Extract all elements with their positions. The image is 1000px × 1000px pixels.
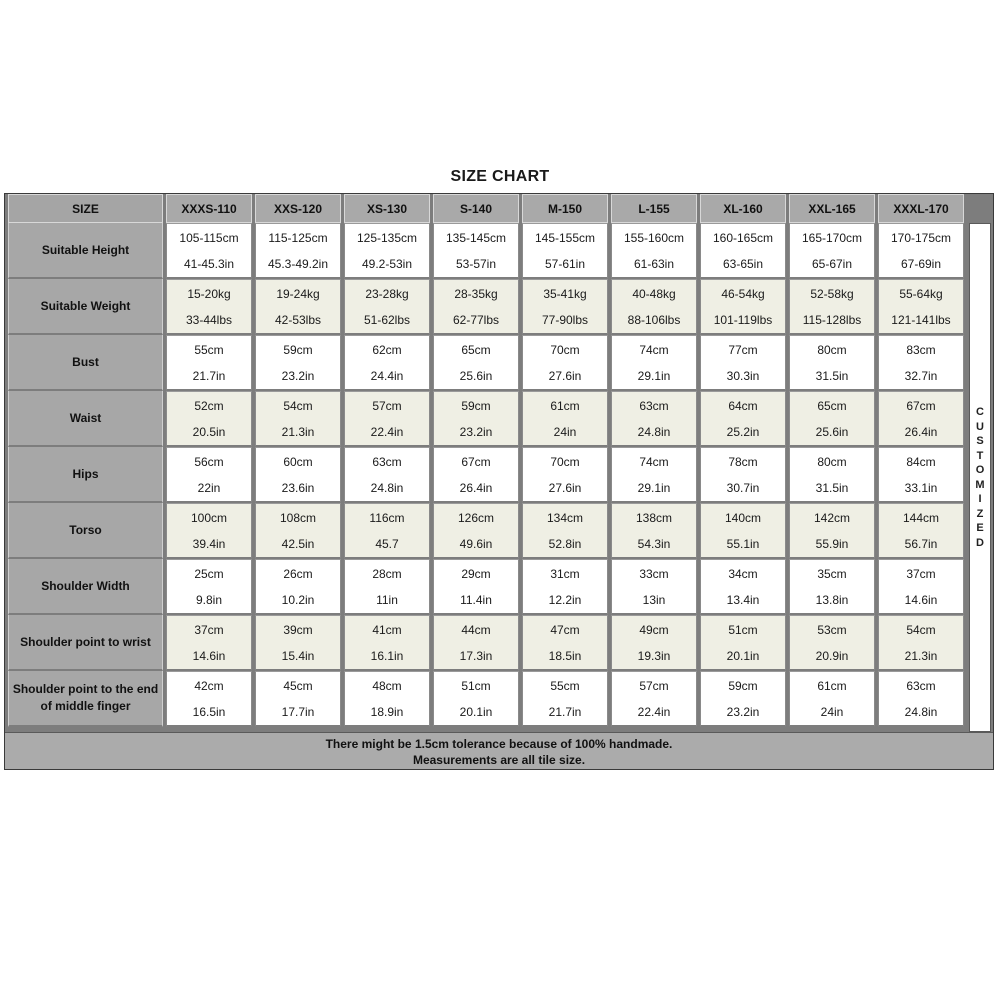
metric-cell: 116cm bbox=[344, 503, 430, 531]
footer-line-2: Measurements are all tile size. bbox=[412, 753, 586, 767]
imperial-cell: 25.6in bbox=[789, 419, 875, 447]
metric-cell: 64cm bbox=[700, 391, 786, 419]
imperial-cell: 16.1in bbox=[344, 643, 430, 671]
imperial-cell: 121-141lbs bbox=[878, 307, 964, 335]
metric-cell: 63cm bbox=[611, 391, 697, 419]
imperial-cell: 42.5in bbox=[255, 531, 341, 559]
imperial-cell: 101-119lbs bbox=[700, 307, 786, 335]
imperial-cell: 56.7in bbox=[878, 531, 964, 559]
metric-cell: 23-28kg bbox=[344, 279, 430, 307]
imperial-cell: 20.1in bbox=[700, 643, 786, 671]
imperial-cell: 14.6in bbox=[878, 587, 964, 615]
metric-cell: 100cm bbox=[166, 503, 252, 531]
imperial-cell: 67-69in bbox=[878, 251, 964, 279]
metric-cell: 70cm bbox=[522, 335, 608, 363]
metric-cell: 108cm bbox=[255, 503, 341, 531]
metric-cell: 39cm bbox=[255, 615, 341, 643]
imperial-cell: 49.2-53in bbox=[344, 251, 430, 279]
footer-line-1: There might be 1.5cm tolerance because of 100% handmade. bbox=[325, 737, 673, 751]
metric-cell: 54cm bbox=[255, 391, 341, 419]
metric-cell: 41cm bbox=[344, 615, 430, 643]
imperial-cell: 17.7in bbox=[255, 699, 341, 727]
imperial-cell: 88-106lbs bbox=[611, 307, 697, 335]
table-row bbox=[8, 279, 964, 307]
imperial-cell: 22in bbox=[166, 475, 252, 503]
imperial-cell: 77-90lbs bbox=[522, 307, 608, 335]
metric-cell: 28cm bbox=[344, 559, 430, 587]
table-row bbox=[8, 447, 964, 475]
imperial-cell: 10.2in bbox=[255, 587, 341, 615]
metric-cell: 140cm bbox=[700, 503, 786, 531]
imperial-cell: 31.5in bbox=[789, 475, 875, 503]
imperial-cell: 13.8in bbox=[789, 587, 875, 615]
imperial-cell: 32.7in bbox=[878, 363, 964, 391]
imperial-cell: 21.3in bbox=[878, 643, 964, 671]
imperial-cell: 17.3in bbox=[433, 643, 519, 671]
imperial-cell: 20.9in bbox=[789, 643, 875, 671]
metric-cell: 77cm bbox=[700, 335, 786, 363]
metric-cell: 138cm bbox=[611, 503, 697, 531]
metric-cell: 74cm bbox=[611, 335, 697, 363]
metric-cell: 42cm bbox=[166, 671, 252, 699]
imperial-cell: 49.6in bbox=[433, 531, 519, 559]
table-row bbox=[8, 559, 964, 587]
metric-cell: 35cm bbox=[789, 559, 875, 587]
metric-cell: 57cm bbox=[611, 671, 697, 699]
metric-cell: 78cm bbox=[700, 447, 786, 475]
imperial-cell: 24.4in bbox=[344, 363, 430, 391]
metric-cell: 59cm bbox=[700, 671, 786, 699]
table-body bbox=[8, 223, 964, 727]
imperial-cell: 55.1in bbox=[700, 531, 786, 559]
metric-cell: 62cm bbox=[344, 335, 430, 363]
metric-cell: 145-155cm bbox=[522, 223, 608, 251]
imperial-cell: 27.6in bbox=[522, 363, 608, 391]
imperial-cell: 29.1in bbox=[611, 363, 697, 391]
metric-cell: 105-115cm bbox=[166, 223, 252, 251]
metric-cell: 48cm bbox=[344, 671, 430, 699]
header-size: M-150 bbox=[522, 194, 608, 223]
imperial-cell: 115-128lbs bbox=[789, 307, 875, 335]
metric-cell: 46-54kg bbox=[700, 279, 786, 307]
imperial-cell: 9.8in bbox=[166, 587, 252, 615]
metric-cell: 126cm bbox=[433, 503, 519, 531]
header-size: S-140 bbox=[433, 194, 519, 223]
metric-cell: 84cm bbox=[878, 447, 964, 475]
imperial-cell: 11.4in bbox=[433, 587, 519, 615]
metric-cell: 40-48kg bbox=[611, 279, 697, 307]
imperial-cell: 24in bbox=[522, 419, 608, 447]
imperial-cell: 45.7 bbox=[344, 531, 430, 559]
row-label: Shoulder point to the end of middle finger bbox=[8, 671, 163, 727]
metric-cell: 61cm bbox=[522, 391, 608, 419]
metric-cell: 44cm bbox=[433, 615, 519, 643]
metric-cell: 74cm bbox=[611, 447, 697, 475]
imperial-cell: 52.8in bbox=[522, 531, 608, 559]
customized-side-panel bbox=[969, 223, 991, 732]
imperial-cell: 24in bbox=[789, 699, 875, 727]
metric-cell: 170-175cm bbox=[878, 223, 964, 251]
header-size: XXXS-110 bbox=[166, 194, 252, 223]
metric-cell: 134cm bbox=[522, 503, 608, 531]
metric-cell: 144cm bbox=[878, 503, 964, 531]
chart-title: SIZE CHART bbox=[450, 168, 550, 185]
imperial-cell: 21.7in bbox=[522, 699, 608, 727]
table-row bbox=[8, 615, 964, 643]
metric-cell: 59cm bbox=[433, 391, 519, 419]
imperial-cell: 54.3in bbox=[611, 531, 697, 559]
imperial-cell: 29.1in bbox=[611, 475, 697, 503]
imperial-cell: 55.9in bbox=[789, 531, 875, 559]
row-label: Suitable Height bbox=[8, 223, 163, 279]
row-label: Shoulder Width bbox=[8, 559, 163, 615]
imperial-cell: 12.2in bbox=[522, 587, 608, 615]
metric-cell: 19-24kg bbox=[255, 279, 341, 307]
imperial-cell: 13.4in bbox=[700, 587, 786, 615]
metric-cell: 63cm bbox=[878, 671, 964, 699]
metric-cell: 63cm bbox=[344, 447, 430, 475]
metric-cell: 25cm bbox=[166, 559, 252, 587]
metric-cell: 125-135cm bbox=[344, 223, 430, 251]
metric-cell: 47cm bbox=[522, 615, 608, 643]
metric-cell: 49cm bbox=[611, 615, 697, 643]
metric-cell: 65cm bbox=[789, 391, 875, 419]
row-label: Suitable Weight bbox=[8, 279, 163, 335]
metric-cell: 53cm bbox=[789, 615, 875, 643]
metric-cell: 60cm bbox=[255, 447, 341, 475]
imperial-cell: 16.5in bbox=[166, 699, 252, 727]
imperial-cell: 25.6in bbox=[433, 363, 519, 391]
imperial-cell: 11in bbox=[344, 587, 430, 615]
imperial-cell: 39.4in bbox=[166, 531, 252, 559]
imperial-cell: 26.4in bbox=[878, 419, 964, 447]
metric-cell: 67cm bbox=[878, 391, 964, 419]
imperial-cell: 45.3-49.2in bbox=[255, 251, 341, 279]
table-row bbox=[8, 391, 964, 419]
metric-cell: 155-160cm bbox=[611, 223, 697, 251]
imperial-cell: 53-57in bbox=[433, 251, 519, 279]
metric-cell: 37cm bbox=[878, 559, 964, 587]
header-size: L-155 bbox=[611, 194, 697, 223]
metric-cell: 56cm bbox=[166, 447, 252, 475]
imperial-cell: 27.6in bbox=[522, 475, 608, 503]
imperial-cell: 24.8in bbox=[611, 419, 697, 447]
row-label: Torso bbox=[8, 503, 163, 559]
metric-cell: 54cm bbox=[878, 615, 964, 643]
metric-cell: 15-20kg bbox=[166, 279, 252, 307]
metric-cell: 65cm bbox=[433, 335, 519, 363]
size-table bbox=[5, 194, 967, 727]
row-label: Waist bbox=[8, 391, 163, 447]
metric-cell: 80cm bbox=[789, 335, 875, 363]
imperial-cell: 23.2in bbox=[700, 699, 786, 727]
imperial-cell: 20.5in bbox=[166, 419, 252, 447]
metric-cell: 59cm bbox=[255, 335, 341, 363]
metric-cell: 142cm bbox=[789, 503, 875, 531]
imperial-cell: 24.8in bbox=[344, 475, 430, 503]
metric-cell: 57cm bbox=[344, 391, 430, 419]
imperial-cell: 65-67in bbox=[789, 251, 875, 279]
footer-note bbox=[5, 732, 993, 769]
imperial-cell: 51-62lbs bbox=[344, 307, 430, 335]
imperial-cell: 41-45.3in bbox=[166, 251, 252, 279]
metric-cell: 135-145cm bbox=[433, 223, 519, 251]
imperial-cell: 13in bbox=[611, 587, 697, 615]
header-size-label: SIZE bbox=[8, 194, 163, 223]
metric-cell: 115-125cm bbox=[255, 223, 341, 251]
metric-cell: 55-64kg bbox=[878, 279, 964, 307]
table-row bbox=[8, 503, 964, 531]
imperial-cell: 21.3in bbox=[255, 419, 341, 447]
table-row bbox=[8, 223, 964, 251]
imperial-cell: 61-63in bbox=[611, 251, 697, 279]
imperial-cell: 18.5in bbox=[522, 643, 608, 671]
metric-cell: 160-165cm bbox=[700, 223, 786, 251]
metric-cell: 34cm bbox=[700, 559, 786, 587]
table-row bbox=[8, 671, 964, 699]
metric-cell: 28-35kg bbox=[433, 279, 519, 307]
metric-cell: 83cm bbox=[878, 335, 964, 363]
metric-cell: 37cm bbox=[166, 615, 252, 643]
header-size: XXXL-170 bbox=[878, 194, 964, 223]
metric-cell: 35-41kg bbox=[522, 279, 608, 307]
metric-cell: 55cm bbox=[522, 671, 608, 699]
metric-cell: 70cm bbox=[522, 447, 608, 475]
metric-cell: 45cm bbox=[255, 671, 341, 699]
metric-cell: 31cm bbox=[522, 559, 608, 587]
imperial-cell: 23.6in bbox=[255, 475, 341, 503]
metric-cell: 26cm bbox=[255, 559, 341, 587]
metric-cell: 67cm bbox=[433, 447, 519, 475]
customized-label: CUSTOMIZED bbox=[975, 406, 985, 549]
table-row bbox=[8, 335, 964, 363]
imperial-cell: 31.5in bbox=[789, 363, 875, 391]
size-chart bbox=[4, 193, 994, 770]
imperial-cell: 57-61in bbox=[522, 251, 608, 279]
row-label: Hips bbox=[8, 447, 163, 503]
imperial-cell: 33-44lbs bbox=[166, 307, 252, 335]
imperial-cell: 30.3in bbox=[700, 363, 786, 391]
imperial-cell: 15.4in bbox=[255, 643, 341, 671]
imperial-cell: 26.4in bbox=[433, 475, 519, 503]
metric-cell: 51cm bbox=[700, 615, 786, 643]
metric-cell: 52cm bbox=[166, 391, 252, 419]
imperial-cell: 63-65in bbox=[700, 251, 786, 279]
imperial-cell: 20.1in bbox=[433, 699, 519, 727]
imperial-cell: 18.9in bbox=[344, 699, 430, 727]
metric-cell: 55cm bbox=[166, 335, 252, 363]
imperial-cell: 23.2in bbox=[433, 419, 519, 447]
metric-cell: 80cm bbox=[789, 447, 875, 475]
imperial-cell: 62-77lbs bbox=[433, 307, 519, 335]
row-label: Shoulder point to wrist bbox=[8, 615, 163, 671]
metric-cell: 29cm bbox=[433, 559, 519, 587]
imperial-cell: 42-53lbs bbox=[255, 307, 341, 335]
header-size: XXS-120 bbox=[255, 194, 341, 223]
imperial-cell: 14.6in bbox=[166, 643, 252, 671]
header-size: XXL-165 bbox=[789, 194, 875, 223]
imperial-cell: 22.4in bbox=[344, 419, 430, 447]
imperial-cell: 25.2in bbox=[700, 419, 786, 447]
imperial-cell: 30.7in bbox=[700, 475, 786, 503]
imperial-cell: 33.1in bbox=[878, 475, 964, 503]
row-label: Bust bbox=[8, 335, 163, 391]
imperial-cell: 19.3in bbox=[611, 643, 697, 671]
metric-cell: 52-58kg bbox=[789, 279, 875, 307]
header-row bbox=[8, 194, 964, 223]
imperial-cell: 21.7in bbox=[166, 363, 252, 391]
header-size: XS-130 bbox=[344, 194, 430, 223]
metric-cell: 165-170cm bbox=[789, 223, 875, 251]
imperial-cell: 23.2in bbox=[255, 363, 341, 391]
imperial-cell: 22.4in bbox=[611, 699, 697, 727]
imperial-cell: 24.8in bbox=[878, 699, 964, 727]
metric-cell: 33cm bbox=[611, 559, 697, 587]
header-size: XL-160 bbox=[700, 194, 786, 223]
metric-cell: 61cm bbox=[789, 671, 875, 699]
metric-cell: 51cm bbox=[433, 671, 519, 699]
